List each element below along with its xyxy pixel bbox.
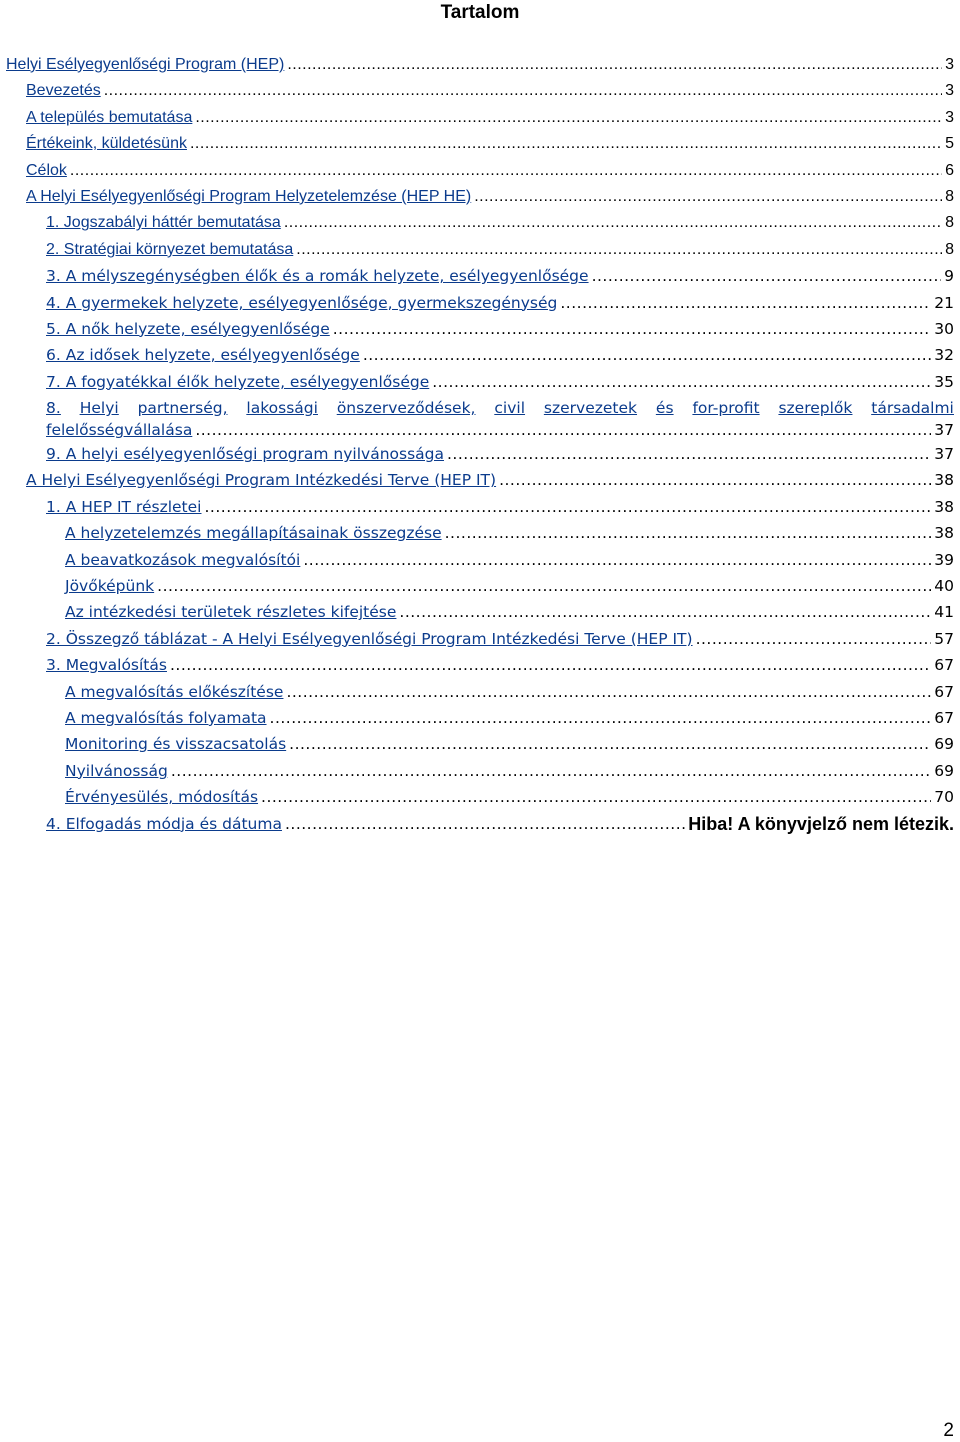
- toc-entry[interactable]: [6, 494, 954, 520]
- toc-entry[interactable]: [6, 731, 954, 757]
- toc-leader: [560, 290, 931, 316]
- toc-page-number: 38: [934, 471, 954, 490]
- toc-leader: [287, 52, 942, 78]
- toc-leader: [170, 652, 931, 678]
- toc-link[interactable]: 3. A mélyszegénységben élők és a romák helyzete, esélyegyenlősége: [46, 267, 589, 286]
- toc-link[interactable]: Célok: [26, 161, 67, 179]
- toc-leader: [270, 705, 932, 731]
- toc-leader: [592, 263, 942, 289]
- toc-page-number: 3: [945, 55, 954, 73]
- toc-entry[interactable]: [6, 131, 954, 157]
- toc-leader: [303, 547, 931, 573]
- toc-link[interactable]: Az intézkedési területek részletes kifejtése: [65, 603, 397, 622]
- toc-page-number: 67: [934, 708, 954, 727]
- toc-page-number: 37: [934, 421, 954, 440]
- toc-page-number: 38: [934, 524, 954, 543]
- page-number: 2: [943, 1420, 954, 1441]
- toc-leader: [363, 342, 931, 368]
- toc-entry[interactable]: [6, 758, 954, 784]
- toc-entry[interactable]: [6, 210, 954, 236]
- toc-page-number: 32: [934, 346, 954, 365]
- toc-page-number: 21: [934, 293, 954, 312]
- toc-page-number: 3: [945, 82, 954, 100]
- toc-page-number: 40: [934, 577, 954, 596]
- toc-entry[interactable]: [6, 705, 954, 731]
- toc-link[interactable]: Nyilvánosság: [65, 761, 168, 780]
- toc-entry[interactable]: [6, 784, 954, 810]
- toc-link[interactable]: A Helyi Esélyegyenlőségi Program Intézkedési Terve (HEP IT): [26, 471, 497, 490]
- toc-page-number: 69: [934, 735, 954, 754]
- toc-entry[interactable]: [6, 237, 954, 263]
- toc-entry[interactable]: [6, 679, 954, 705]
- toc-entry[interactable]: [6, 467, 954, 493]
- toc-link[interactable]: 4. Elfogadás módja és dátuma: [46, 814, 282, 833]
- toc-entry[interactable]: [6, 158, 954, 184]
- toc-leader: [432, 369, 931, 395]
- toc-leader: [104, 78, 942, 104]
- toc-link[interactable]: Helyi Esélyegyenlőségi Program (HEP): [6, 55, 285, 73]
- toc-leader: [499, 467, 931, 493]
- toc-leader: [157, 573, 931, 599]
- toc-link[interactable]: 8. Helyi partnerség, lakossági önszerveződések, civil szervezetek és for-profit szereplők társadalmi: [46, 399, 954, 418]
- toc-page-number: 9: [944, 267, 954, 286]
- toc-page-number: 67: [934, 682, 954, 701]
- toc-leader: [296, 237, 942, 263]
- toc-leader: [284, 210, 942, 236]
- toc-entry[interactable]: [6, 547, 954, 573]
- toc-entry[interactable]: [6, 811, 954, 837]
- toc-leader: [445, 520, 932, 546]
- toc-entry[interactable]: [6, 290, 954, 316]
- toc-link[interactable]: Jövőképünk: [65, 577, 155, 596]
- toc-page-number: 38: [934, 497, 954, 516]
- toc-page-number: 8: [945, 187, 954, 205]
- toc-link[interactable]: A település bemutatása: [26, 108, 193, 126]
- toc-entry[interactable]: [6, 105, 954, 131]
- toc-link[interactable]: A megvalósítás folyamata: [65, 708, 267, 727]
- toc-link[interactable]: A megvalósítás előkészítése: [65, 682, 284, 701]
- toc-link[interactable]: 2. Stratégiai környezet bemutatása: [46, 240, 294, 258]
- toc-entry[interactable]: [6, 573, 954, 599]
- toc-leader: [447, 441, 931, 467]
- toc-page-number: 37: [934, 445, 954, 464]
- toc-link[interactable]: 1. A HEP IT részletei: [46, 497, 202, 516]
- toc-entry[interactable]: [6, 626, 954, 652]
- toc-page-number: 30: [934, 319, 954, 338]
- toc-link[interactable]: A Helyi Esélyegyenlőségi Program Helyzetelemzése (HEP HE): [26, 187, 472, 205]
- toc-page-number: 8: [945, 214, 954, 232]
- toc-error-message: Hiba! A könyvjelző nem létezik.: [688, 813, 954, 834]
- toc-page-number: 5: [945, 135, 954, 153]
- toc-link[interactable]: A helyzetelemzés megállapításainak összegzése: [65, 524, 442, 543]
- toc-entry[interactable]: [6, 652, 954, 678]
- toc-link[interactable]: A beavatkozások megvalósítói: [65, 550, 301, 569]
- toc-leader: [190, 131, 942, 157]
- toc-page-number: 67: [934, 656, 954, 675]
- toc-entry[interactable]: [6, 520, 954, 546]
- toc-link[interactable]: 5. A nők helyzete, esélyegyenlősége: [46, 319, 330, 338]
- toc-leader: [204, 494, 931, 520]
- toc-link[interactable]: 6. Az idősek helyzete, esélyegyenlősége: [46, 346, 360, 365]
- toc-leader: [195, 105, 942, 131]
- toc-leader: [696, 626, 932, 652]
- toc-entry-wrapped[interactable]: [6, 395, 954, 441]
- toc-link[interactable]: 9. A helyi esélyegyenlőségi program nyilvánossága: [46, 445, 444, 464]
- toc-leader: [70, 158, 942, 184]
- toc-leader: [195, 419, 931, 441]
- toc-entry[interactable]: [6, 52, 954, 78]
- toc-page-number: 57: [934, 629, 954, 648]
- toc-entry[interactable]: [6, 599, 954, 625]
- toc-link[interactable]: 1. Jogszabályi háttér bemutatása: [46, 214, 281, 232]
- toc-page-number: 39: [934, 550, 954, 569]
- toc-page-number: 6: [945, 161, 954, 179]
- toc-entry[interactable]: [6, 342, 954, 368]
- toc-leader: [289, 731, 931, 757]
- toc-page-number: 69: [934, 761, 954, 780]
- toc-entry[interactable]: [6, 263, 954, 289]
- toc-entry[interactable]: [6, 441, 954, 467]
- toc-page-number: 3: [945, 108, 954, 126]
- toc-leader: [261, 784, 931, 810]
- toc-page-number: 35: [934, 372, 954, 391]
- toc-entry[interactable]: [6, 184, 954, 210]
- toc-leader: [286, 679, 931, 705]
- toc-leader: [333, 316, 932, 342]
- toc-link[interactable]: 7. A fogyatékkal élők helyzete, esélyegyenlősége: [46, 372, 430, 391]
- toc-link[interactable]: Érvényesülés, módosítás: [65, 788, 259, 807]
- toc-leader: [171, 758, 931, 784]
- toc-link[interactable]: 4. A gyermekek helyzete, esélyegyenlősége, gyermekszegénység: [46, 293, 558, 312]
- toc-link-continued[interactable]: felelősségvállalása: [46, 421, 193, 440]
- toc-link[interactable]: 2. Összegző táblázat - A Helyi Esélyegyenlőségi Program Intézkedési Terve (HEP IT): [46, 629, 693, 648]
- toc-entry[interactable]: [6, 316, 954, 342]
- toc-leader: [399, 599, 931, 625]
- toc-leader: [285, 811, 685, 837]
- toc-entry[interactable]: [6, 78, 954, 104]
- toc-link[interactable]: Értékeink, küldetésünk: [26, 135, 187, 153]
- table-of-contents: [6, 52, 954, 837]
- page-title: Tartalom: [440, 2, 520, 23]
- toc-link[interactable]: Monitoring és visszacsatolás: [65, 735, 287, 754]
- toc-link[interactable]: 3. Megvalósítás: [46, 656, 167, 675]
- toc-page-number: 70: [934, 788, 954, 807]
- toc-entry[interactable]: [6, 369, 954, 395]
- toc-leader: [474, 184, 942, 210]
- toc-page-number: 41: [934, 603, 954, 622]
- toc-page-number: 8: [945, 240, 954, 258]
- toc-link[interactable]: Bevezetés: [26, 82, 101, 100]
